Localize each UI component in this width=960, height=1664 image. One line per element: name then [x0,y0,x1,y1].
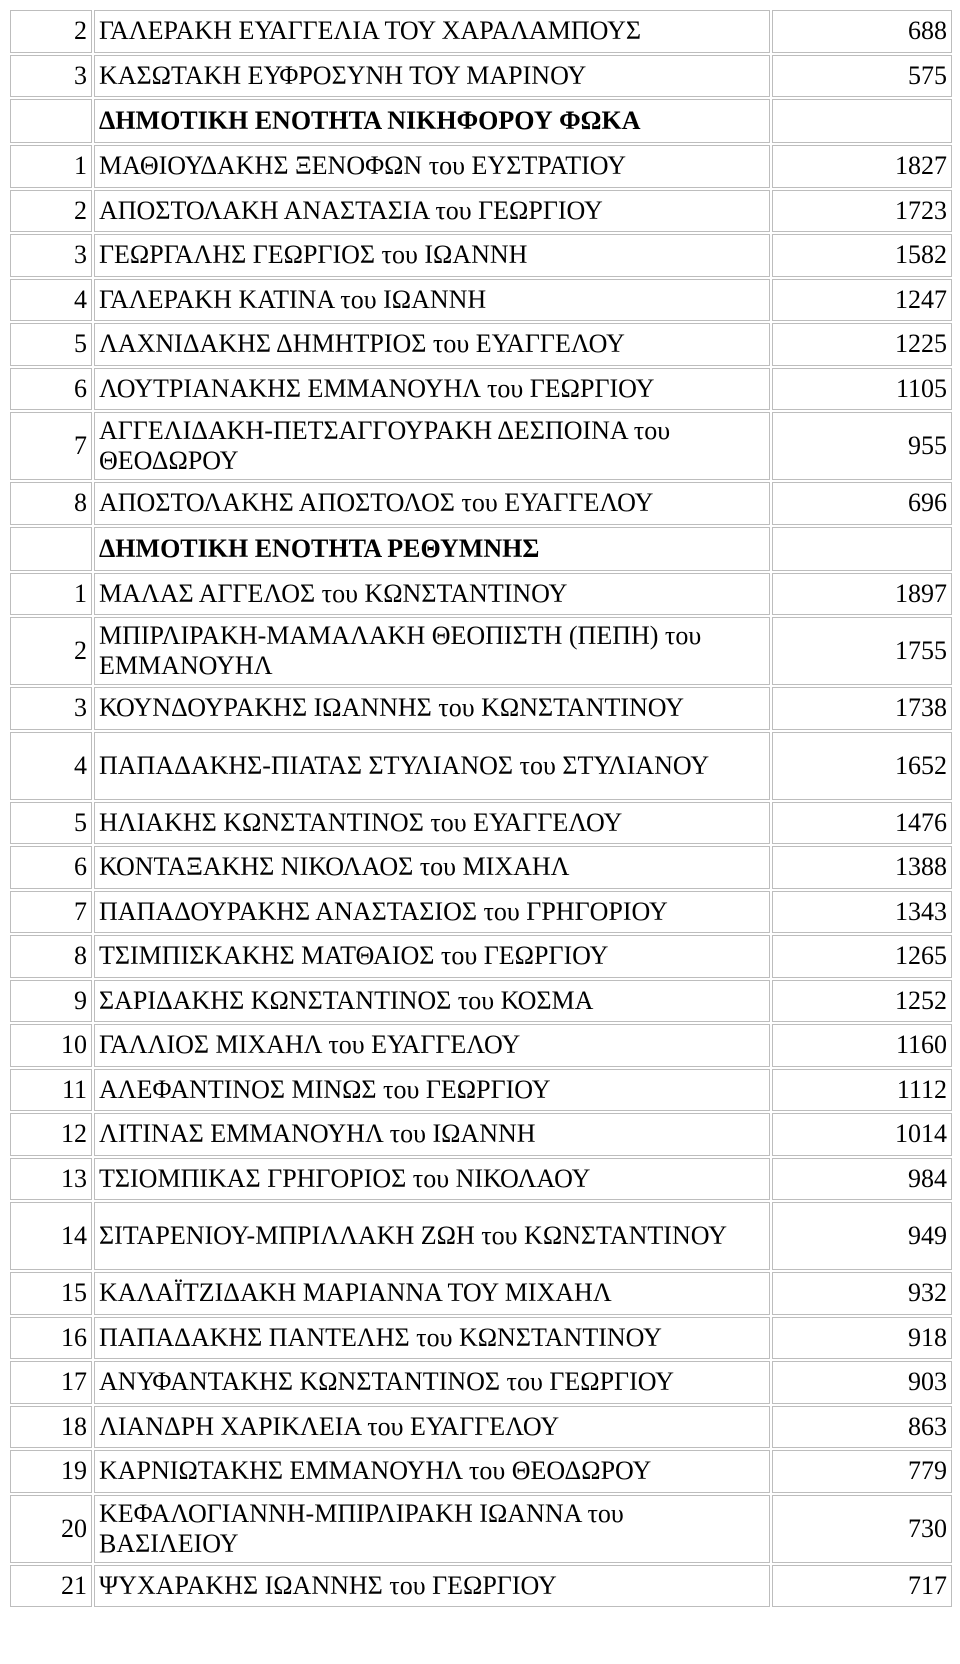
candidate-name: ΛΟΥΤΡΙΑΝΑΚΗΣ ΕΜΜΑΝΟΥΗΛ του ΓΕΩΡΓΙΟΥ [94,368,770,411]
candidate-votes: 688 [772,10,952,53]
candidate-name: ΑΠΟΣΤΟΛΑΚΗ ΑΝΑΣΤΑΣΙΑ του ΓΕΩΡΓΙΟΥ [94,190,770,233]
candidate-votes: 1105 [772,368,952,411]
candidate-votes: 1582 [772,234,952,277]
candidate-votes: 903 [772,1361,952,1404]
candidate-name: ΛΙΑΝΔΡΗ ΧΑΡΙΚΛΕΙΑ του ΕΥΑΓΓΕΛΟΥ [94,1406,770,1449]
candidate-votes: 730 [772,1495,952,1563]
candidate-row [10,1113,952,1156]
candidate-row [10,1317,952,1360]
candidate-votes: 1343 [772,891,952,934]
results-table [8,8,954,1609]
candidate-number: 8 [10,935,92,978]
candidate-row [10,1158,952,1201]
candidate-votes: 1265 [772,935,952,978]
section-empty-cell [772,527,952,571]
candidate-row [10,482,952,525]
candidate-row [10,732,952,800]
candidate-name: ΣΙΤΑΡΕΝΙΟΥ-ΜΠΡΙΛΛΑΚΗ ΖΩΗ του ΚΩΝΣΤΑΝΤΙΝΟΥ [94,1202,770,1270]
candidate-votes: 1723 [772,190,952,233]
candidate-row [10,1450,952,1493]
candidate-row [10,935,952,978]
candidate-number: 6 [10,368,92,411]
candidate-name: ΓΑΛΕΡΑΚΗ ΕΥΑΓΓΕΛΙΑ ΤΟΥ ΧΑΡΑΛΑΜΠΟΥΣ [94,10,770,53]
candidate-name: ΠΑΠΑΔΟΥΡΑΚΗΣ ΑΝΑΣΤΑΣΙΟΣ του ΓΡΗΓΟΡΙΟΥ [94,891,770,934]
candidate-name: ΑΠΟΣΤΟΛΑΚΗΣ ΑΠΟΣΤΟΛΟΣ του ΕΥΑΓΓΕΛΟΥ [94,482,770,525]
candidate-row [10,412,952,480]
candidate-number: 5 [10,323,92,366]
candidate-row [10,1406,952,1449]
candidate-votes: 1247 [772,279,952,322]
candidate-name: ΑΝΥΦΑΝΤΑΚΗΣ ΚΩΝΣΤΑΝΤΙΝΟΣ του ΓΕΩΡΓΙΟΥ [94,1361,770,1404]
candidate-number: 14 [10,1202,92,1270]
candidate-row [10,1495,952,1563]
candidate-number: 11 [10,1069,92,1112]
candidate-name: ΠΑΠΑΔΑΚΗΣ-ΠΙΑΤΑΣ ΣΤΥΛΙΑΝΟΣ του ΣΤΥΛΙΑΝΟΥ [94,732,770,800]
candidate-votes: 1755 [772,617,952,685]
candidate-name: ΓΑΛΕΡΑΚΗ ΚΑΤΙΝΑ του ΙΩΑΝΝΗ [94,279,770,322]
candidate-votes: 863 [772,1406,952,1449]
candidate-name: ΚΟΥΝΔΟΥΡΑΚΗΣ ΙΩΑΝΝΗΣ του ΚΩΝΣΤΑΝΤΙΝΟΥ [94,687,770,730]
candidate-name: ΑΛΕΦΑΝΤΙΝΟΣ ΜΙΝΩΣ του ΓΕΩΡΓΙΟΥ [94,1069,770,1112]
candidate-name: ΚΑΛΑΪΤΖΙΔΑΚΗ ΜΑΡΙΑΝΝΑ ΤΟΥ ΜΙΧΑΗΛ [94,1272,770,1315]
candidate-number: 4 [10,732,92,800]
section-empty-cell [10,527,92,571]
candidate-row [10,687,952,730]
candidate-number: 6 [10,846,92,889]
candidate-votes: 779 [772,1450,952,1493]
candidate-number: 19 [10,1450,92,1493]
candidate-name: ΚΕΦΑΛΟΓΙΑΝΝΗ-ΜΠΙΡΛΙΡΑΚΗ ΙΩΑΝΝΑ του ΒΑΣΙΛΕΙΟΥ [94,1495,770,1563]
candidate-votes: 949 [772,1202,952,1270]
candidate-number: 13 [10,1158,92,1201]
section-header-row [10,99,952,143]
candidate-number: 18 [10,1406,92,1449]
candidate-votes: 955 [772,412,952,480]
candidate-row [10,55,952,98]
candidate-number: 16 [10,1317,92,1360]
candidate-votes: 918 [772,1317,952,1360]
results-body [10,10,952,1607]
candidate-row [10,190,952,233]
candidate-name: ΠΑΠΑΔΑΚΗΣ ΠΑΝΤΕΛΗΣ του ΚΩΝΣΤΑΝΤΙΝΟΥ [94,1317,770,1360]
candidate-votes: 1652 [772,732,952,800]
candidate-votes: 1014 [772,1113,952,1156]
candidate-votes: 984 [772,1158,952,1201]
candidate-row [10,368,952,411]
candidate-name: ΨΥΧΑΡΑΚΗΣ ΙΩΑΝΝΗΣ του ΓΕΩΡΓΙΟΥ [94,1565,770,1608]
candidate-name: ΓΑΛΛΙΟΣ ΜΙΧΑΗΛ του ΕΥΑΓΓΕΛΟΥ [94,1024,770,1067]
candidate-number: 1 [10,145,92,188]
candidate-number: 15 [10,1272,92,1315]
candidate-votes: 1252 [772,980,952,1023]
candidate-row [10,145,952,188]
candidate-number: 21 [10,1565,92,1608]
candidate-row [10,1024,952,1067]
candidate-name: ΓΕΩΡΓΑΛΗΣ ΓΕΩΡΓΙΟΣ του ΙΩΑΝΝΗ [94,234,770,277]
candidate-number: 4 [10,279,92,322]
candidate-name: ΚΑΣΩΤΑΚΗ ΕΥΦΡΟΣΥΝΗ ΤΟΥ ΜΑΡΙΝΟΥ [94,55,770,98]
section-empty-cell [10,99,92,143]
candidate-row [10,617,952,685]
candidate-name: ΤΣΙΟΜΠΙΚΑΣ ΓΡΗΓΟΡΙΟΣ του ΝΙΚΟΛΑΟΥ [94,1158,770,1201]
candidate-votes: 1897 [772,573,952,616]
candidate-row [10,980,952,1023]
candidate-number: 1 [10,573,92,616]
section-title: ΔΗΜΟΤΙΚΗ ΕΝΟΤΗΤΑ ΝΙΚΗΦΟΡΟΥ ΦΩΚΑ [94,99,770,143]
candidate-row [10,1202,952,1270]
candidate-name: ΣΑΡΙΔΑΚΗΣ ΚΩΝΣΤΑΝΤΙΝΟΣ του ΚΟΣΜΑ [94,980,770,1023]
section-title: ΔΗΜΟΤΙΚΗ ΕΝΟΤΗΤΑ ΡΕΘΥΜΝΗΣ [94,527,770,571]
candidate-name: ΜΑΛΑΣ ΑΓΓΕΛΟΣ του ΚΩΝΣΤΑΝΤΙΝΟΥ [94,573,770,616]
candidate-row [10,802,952,845]
candidate-row [10,1069,952,1112]
candidate-number: 3 [10,687,92,730]
candidate-row [10,891,952,934]
candidate-row [10,846,952,889]
candidate-row [10,1272,952,1315]
candidate-name: ΜΠΙΡΛΙΡΑΚΗ-ΜΑΜΑΛΑΚΗ ΘΕΟΠΙΣΤΗ (ΠΕΠΗ) του ΕΜΜΑΝΟΥΗΛ [94,617,770,685]
candidate-number: 12 [10,1113,92,1156]
candidate-votes: 1112 [772,1069,952,1112]
candidate-number: 2 [10,190,92,233]
candidate-name: ΗΛΙΑΚΗΣ ΚΩΝΣΤΑΝΤΙΝΟΣ του ΕΥΑΓΓΕΛΟΥ [94,802,770,845]
candidate-number: 3 [10,234,92,277]
candidate-name: ΛΙΤΙΝΑΣ ΕΜΜΑΝΟΥΗΛ του ΙΩΑΝΝΗ [94,1113,770,1156]
candidate-votes: 1160 [772,1024,952,1067]
candidate-number: 8 [10,482,92,525]
candidate-name: ΜΑΘΙΟΥΔΑΚΗΣ ΞΕΝΟΦΩΝ του ΕΥΣΤΡΑΤΙΟΥ [94,145,770,188]
candidate-votes: 575 [772,55,952,98]
candidate-number: 2 [10,10,92,53]
candidate-votes: 1388 [772,846,952,889]
candidate-number: 17 [10,1361,92,1404]
candidate-number: 9 [10,980,92,1023]
candidate-name: ΤΣΙΜΠΙΣΚΑΚΗΣ ΜΑΤΘΑΙΟΣ του ΓΕΩΡΓΙΟΥ [94,935,770,978]
candidate-number: 5 [10,802,92,845]
candidate-row [10,1565,952,1608]
candidate-votes: 1827 [772,145,952,188]
candidate-votes: 1476 [772,802,952,845]
candidate-votes: 1738 [772,687,952,730]
candidate-name: ΚΑΡΝΙΩΤΑΚΗΣ ΕΜΜΑΝΟΥΗΛ του ΘΕΟΔΩΡΟΥ [94,1450,770,1493]
candidate-votes: 696 [772,482,952,525]
section-header-row [10,527,952,571]
candidate-row [10,279,952,322]
candidate-row [10,573,952,616]
candidate-row [10,234,952,277]
candidate-number: 10 [10,1024,92,1067]
candidate-name: ΑΓΓΕΛΙΔΑΚΗ-ΠΕΤΣΑΓΓΟΥΡΑΚΗ ΔΕΣΠΟΙΝΑ του ΘΕΟΔΩΡΟΥ [94,412,770,480]
candidate-row [10,10,952,53]
candidate-number: 20 [10,1495,92,1563]
candidate-number: 3 [10,55,92,98]
candidate-votes: 1225 [772,323,952,366]
candidate-number: 7 [10,412,92,480]
candidate-votes: 717 [772,1565,952,1608]
candidate-row [10,323,952,366]
candidate-name: ΚΟΝΤΑΞΑΚΗΣ ΝΙΚΟΛΑΟΣ του ΜΙΧΑΗΛ [94,846,770,889]
candidate-name: ΛΑΧΝΙΔΑΚΗΣ ΔΗΜΗΤΡΙΟΣ του ΕΥΑΓΓΕΛΟΥ [94,323,770,366]
candidate-number: 2 [10,617,92,685]
candidate-number: 7 [10,891,92,934]
candidate-row [10,1361,952,1404]
section-empty-cell [772,99,952,143]
candidate-votes: 932 [772,1272,952,1315]
